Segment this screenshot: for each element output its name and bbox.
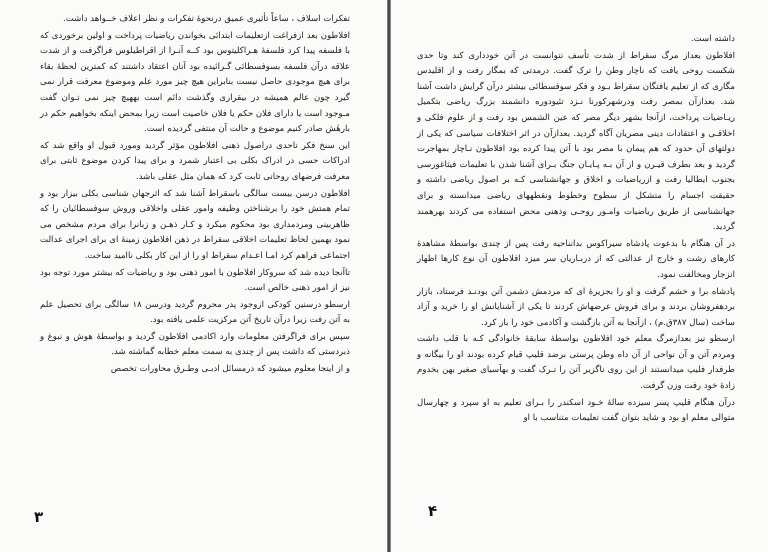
left-page-text: [40, 12, 350, 378]
paragraph: افلاطون بعداز مرگ سقراط از شدت تأسف نتوانست در آتن خودداری کند وتا حدی شکست روحی یافت که ناچار وطن را ترک گفت. درمدتی که بمگار رفت و از اقلیدس مگاری که از تعلیم یافتگان سقراط بـود و فکر سوفسطائی بیشتر درآن گرایش داشت آشنا شد. بعدازآن بمصر رفت ودرشهرکورنا نـزد تئیودوره دانشمند بزرگ ریاضی بتکمیل ریـاضیات پرداخت، ازآنجا بشهر دیگر مصر که عین الشمس بود رفت و از علوم فلکی و اخلاقـی و اعتقادات دینی مصریان آگاه گردید. بعدازآن در اثر اختلافات سیاسی که یکی از دولتهای آن حدود که هم پیمان با مصر بود با آتن پیدا کرده بود افلاطون نـاچار بمهاجرت گردید و بعد بطرف قیـرن و از آن بـه پـایـان جنگ بـرای آشنا شدن با تعلیمات فیثاغورسی بجنوب ایطالیا رفت و ازریاضیات و اخلاق و جهانشناسی کـه بر اصول ریاضی داشته و حقیقت اجسام را متشکل از سطوح وخطوط ونقطههای ریاضی میدانسته و برای جهانشناسی از طریق ریاضیات وامـور روحـی وذهنی محض استفاده می کردند بهرهمند گردید.: [417, 50, 735, 233]
paragraph: داشته است.: [690, 34, 735, 44]
page-number-right: ۴: [428, 502, 438, 520]
paragraph: سپس برای فراگرفتن معلومات وارد اکادمی افلاطون گردید و بواسطهٔ هوش و نبوغ و ذبردستی که داشت پس از چندی به سمت معلم خطابه گماشته شد.: [40, 331, 350, 358]
paragraph: ارسطو نیز بعدازمرگ معلم خود افلاطون بواسطهٔ سابقهٔ خانوادگی کـه با قلب داشت ومردم آتن و آن نواحی از آن داه وطن پرستی برضد قلیپ قیام کرده بودند او را بیگانه و طرفدار فلیپ میدانستند از این روی ناگزیر آتن را تـرک گفت و بهآسیای صغیر بهن بخدوم زادهٔ خود رفت وزن گرفت.: [417, 334, 735, 392]
paragraph: افلاطون درسن بیست سالگی باسقراط آشنا شد که اثرجهان شناسی بکلی بیزار بود و تمام همتش خود را برشناختن وظیفه وامور عقلی واخلاقی وروش سوفسطائیان را که ظاهربینی ومردمداری بود محکوم میکرد و کـار ذهـن و زبانرا برای مردم مشخص می نمود بهمین لحاظ تعلیمات اخلاقی سقراط در ذهن افلاطون زمینهٔ ای برای اجرای عدالت اجتماعی فراهم کرد امـا اعـدام سقراط او را از این کار بکلی ناامید ساخت.: [40, 188, 350, 261]
paragraph: پادشاه برا و خشم گرفت و او را بجزیرهٔ ای که مردمش دشمن آتن بودنـد فرستاد، بازار بردهفروشان بردند و برای فروش عرضهاش کردند تا یکی از آشنایانش او را خرید و آزاد ساخت (سال ۳۸۷ق.م) ، ازآنجا به آتن بازگشت و آکادمی خود را باز کرد.: [417, 286, 735, 328]
paragraph: ارسطو درسنین کودکی ازوجود پدر محروم گردید ودرسن ۱۸ سالگی برای تحصیل علم به آتن رفت زیرا درآن تاریخ آتن مرکزیت علمی یافته بود.: [40, 299, 350, 326]
paragraph: این سنخ فکر تاحدی دراصول ذهنی افلاطون مؤثر گردید ومورد قبول او واقع شد که ادراکات حسی در ادراک بکلی بی اعتبار شمرد و برای پیدا کردن موضوع ثابتی برای معرفت فرضهای روحانی ثابت کرد که همان مثل عقلی باشد.: [40, 140, 350, 182]
paragraph: درآن هنگام قلیپ پسر سیزده سالهٔ خـود اسکندر را بـرای تعلیم به او سپرد و چهارسال متوالی معلم او بود و شاید بتوان گفت تعلیمات متناسب با او: [417, 397, 735, 424]
paragraph: تاآنجا دیده شد که سروکار افلاطون با امور ذهنی بود و ریاضیات که بیشتر مورد توجه بود نیز از امور ذهنی خالص است.: [40, 267, 350, 294]
paragraph: در آن هنگام با بدعوت پادشاه سیراکوس بدانناحیه رفت پس از چندی بواسطهٔ مشاهدهٔ کارهای زشت و خارج از عدالتی که از دربـاریان سر میزد افلاطون آن نوع کارها اظهار انزجار ومخالفت نمود.: [417, 238, 735, 280]
paragraph: افلاطون بعد ازفراغت ازتعلیمات ابتدائی بخواندن ریاضیات پرداخت و اولین برخوردی که با فلسفه پیدا کرد فلسفهٔ هـراکلیتوس بود کــه آنـرا از اقراطیلوس فراگرفت و از شدت علاقه درآن فلسفه بسوفسطائی گـرائیده بود آنان اعتقاد داشتند که کمترین لحظهٔ بقاء برای هیچ موجودی حاصل نیست بنابراین هیچ چیز مورد علم وموضوع معرفت قرار نمی گیرد چون عالم همیشه در بیقراری وگذشت دائم است بههیچ چیز نمی تـوان گفت مـوجود است یا دارای فلان حکم یا فلان خاصیت است زیرا بمحض اینکه بخواهیم حکم در بارهٔش صادر کنیم موضوع و حالت آن منتفی گردیده است.: [40, 30, 350, 135]
paragraph: تفکرات اسلاف ، ساعاً تأثیری عمیق درنحوهٔ تفکرات و نظر اعلاف خــواهد داشت.: [62, 14, 350, 24]
right-page-text: [417, 32, 735, 427]
page-number-left: ۳: [34, 508, 44, 526]
paragraph: و از اینجا معلوم میشود که درمسائل ادبـی وطـرق محاورات تخصص: [110, 364, 350, 375]
right-page: [390, 0, 768, 552]
